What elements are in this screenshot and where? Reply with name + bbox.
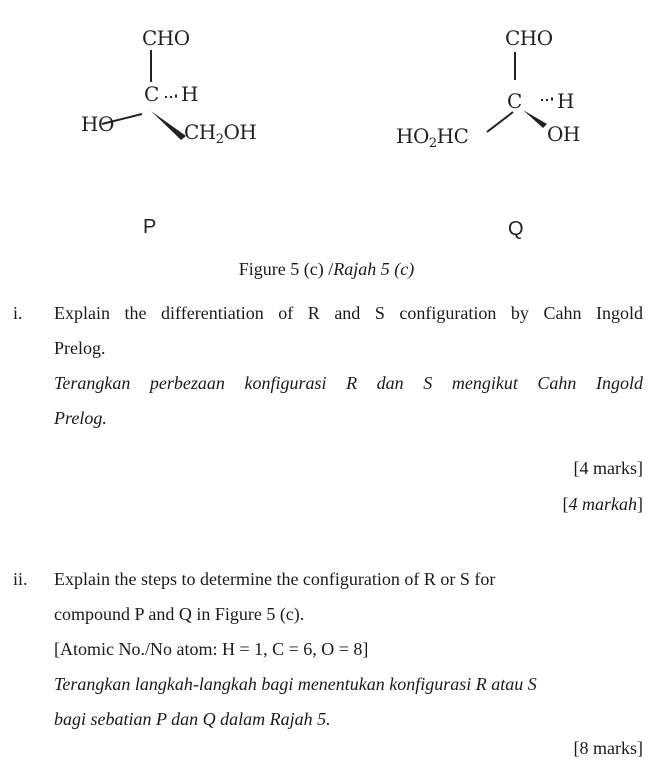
question-malay-line: Prelog. <box>54 408 107 428</box>
caption-english: Figure 5 (c) / <box>238 259 334 279</box>
q-top-group: CHO <box>505 26 553 50</box>
question-text <box>54 296 643 436</box>
figure-caption <box>0 259 653 280</box>
question-english-line: compound P and Q in Figure 5 (c). <box>54 604 305 624</box>
figure-5c <box>0 0 653 290</box>
p-wedge-group: $CH_2OH$ <box>184 120 257 147</box>
question-i <box>0 296 653 526</box>
p-center-carbon: C <box>144 82 159 106</box>
atomic-number-note: [Atomic No./No atom: H = 1, C = 6, O = 8] <box>54 639 369 659</box>
molecule-label-q: Q <box>508 218 524 240</box>
p-left-group: HO <box>81 112 114 136</box>
molecule-q <box>395 20 615 190</box>
q-hashed-group: H <box>557 89 574 113</box>
question-malay-line: bagi sebatian P dan Q dalam Rajah 5. <box>54 709 331 729</box>
caption-malay: Rajah 5 (c) <box>333 259 415 279</box>
marks-english: [8 marks] <box>573 738 643 758</box>
q-wedge-group: OH <box>547 122 580 146</box>
question-malay-line: Terangkan perbezaan konfigurasi R dan S mengikut Cahn Ingold <box>54 373 643 393</box>
marks-malay: [4 markah] <box>562 494 643 514</box>
question-number: ii. <box>13 569 28 589</box>
question-english-line: Prelog. <box>54 338 106 358</box>
question-malay-line: Terangkan langkah-langkah bagi menentukan konfigurasi R atau S <box>54 674 537 694</box>
question-number: i. <box>13 303 23 323</box>
question-ii <box>0 562 653 761</box>
question-text <box>54 562 643 737</box>
question-english-line: Explain the steps to determine the configuration of R or S for <box>54 569 496 589</box>
q-center-carbon: C <box>507 89 522 113</box>
q-left-group: $HO_2HC$ <box>396 124 469 151</box>
question-english-line: Explain the differentiation of R and S configuration by Cahn Ingold <box>54 303 643 323</box>
molecule-p <box>80 20 280 190</box>
marks-english: [4 marks] <box>573 458 643 478</box>
p-top-group: CHO <box>142 26 190 50</box>
molecule-label-p: P <box>143 216 157 238</box>
p-hashed-group: H <box>181 82 198 106</box>
